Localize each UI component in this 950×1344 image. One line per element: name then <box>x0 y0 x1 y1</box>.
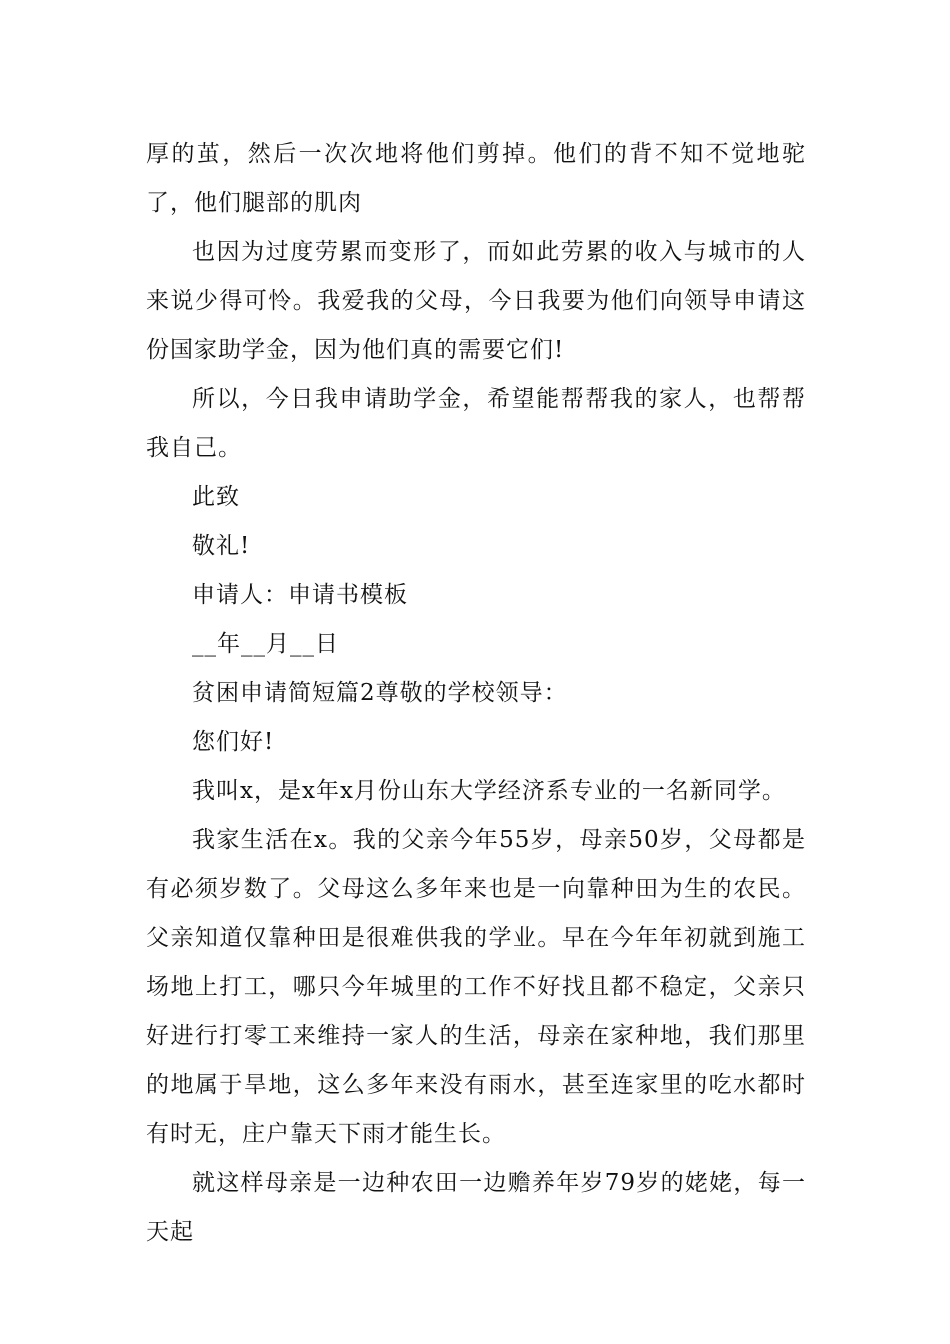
paragraph-family-situation: 我家生活在x。我的父亲今年55岁，母亲50岁，父母都是有必须岁数了。父母这么多年来也是一向靠种田为生的农民。父亲知道仅靠种田是很难供我的学业。早在今年年初就到施工场地上打工，哪只今年城里的工作不好找且都不稳定，父亲只好进行打零工来维持一家人的生活，母亲在家种地，我们那里的地属于旱地，这么多年来没有雨水，甚至连家里的吃水都时有时无，庄户靠天下雨才能生长。 <box>146 827 806 1147</box>
paragraph-continuation: 厚的茧，然后一次次地将他们剪掉。他们的背不知不觉地驼了，他们腿部的肌肉 <box>146 141 806 216</box>
paragraph-self-introduction: 我叫x，是x年x月份山东大学经济系专业的一名新同学。 <box>192 778 786 804</box>
section-heading-letter-2: 贫困申请简短篇2尊敬的学校领导： <box>192 680 568 706</box>
applicant-signature: 申请人：申请书模板 <box>192 582 408 608</box>
document-body <box>146 130 806 1257</box>
paragraph-parents-labor: 也因为过度劳累而变形了，而如此劳累的收入与城市的人来说少得可怜。我爱我的父母，今日我要为他们向领导申请这份国家助学金，因为他们真的需要它们! <box>146 239 806 363</box>
paragraph-application-reason: 所以，今日我申请助学金，希望能帮帮我的家人，也帮帮我自己。 <box>146 386 806 461</box>
closing-regards: 敬礼! <box>192 533 251 559</box>
signature-date: __年__月__日 <box>192 631 339 657</box>
greeting: 您们好! <box>192 729 275 755</box>
closing-salutation: 此致 <box>192 484 240 510</box>
paragraph-mother-care: 就这样母亲是一边种农田一边赡养年岁79岁的姥姥，每一天起 <box>146 1170 806 1245</box>
